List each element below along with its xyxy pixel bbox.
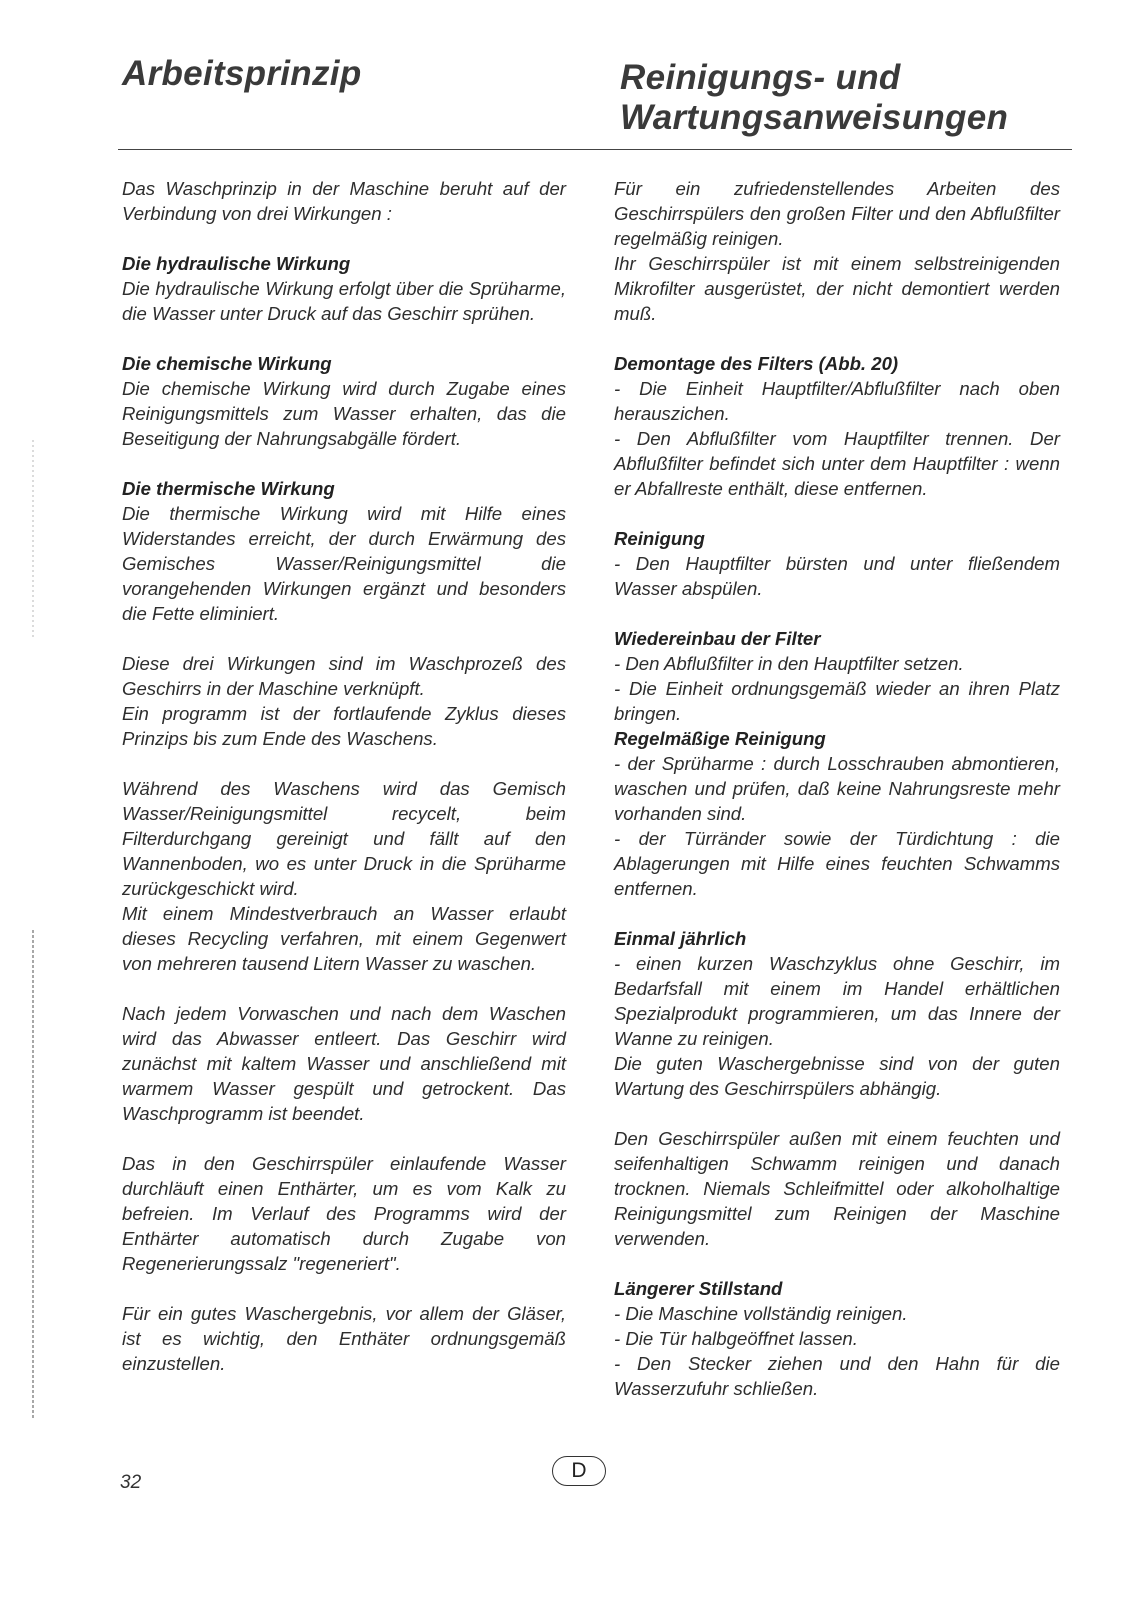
cleaning-heading: Reinigung bbox=[614, 528, 705, 549]
cleaning-step-1: - Den Hauptfilter bürsten und unter fließendem Wasser abspülen. bbox=[614, 553, 1060, 599]
idle-heading: Längerer Stillstand bbox=[614, 1278, 783, 1299]
regular-cleaning-heading: Regelmäßige Reinigung bbox=[614, 728, 826, 749]
idle-step-2: - Die Tür halbgeöffnet lassen. bbox=[614, 1328, 858, 1349]
hydraulic-paragraph: Die hydraulische Wirkung erfolgt über die Sprüharme, die Wasser unter Druck auf das Geschirr sprühen. bbox=[122, 278, 566, 324]
hydraulic-heading: Die hydraulische Wirkung bbox=[122, 253, 351, 274]
disassembly-heading: Demontage des Filters (Abb. 20) bbox=[614, 353, 899, 374]
result-paragraph: Für ein gutes Waschergebnis, vor allem der Gläser, ist es wichtig, den Enthäter ordnungsgemäß einzustellen. bbox=[122, 1303, 566, 1374]
regular-cleaning-step-1: - der Sprüharme : durch Losschrauben abmontieren, waschen und prüfen, daß keine Nahrungsreste mehr vorhanden sind. bbox=[614, 753, 1060, 824]
disassembly-step-1: - Die Einheit Hauptfilter/Abflußfilter nach oben herauszichen. bbox=[614, 378, 1060, 424]
thermal-heading: Die thermische Wirkung bbox=[122, 478, 335, 499]
title-divider bbox=[118, 149, 1072, 150]
maintenance-intro-1: Für ein zufriedenstellendes Arbeiten des Geschirrspülers den großen Filter und den Abflußfilter regelmäßig reinigen. bbox=[614, 178, 1060, 249]
page-title-right bbox=[620, 58, 1080, 138]
refit-step-1: - Den Abflußfilter in den Hauptfilter setzen. bbox=[614, 653, 964, 674]
idle-step-3: - Den Stecker ziehen und den Hahn für die Wasserzufuhr schließen. bbox=[614, 1353, 1060, 1399]
refit-step-2: - Die Einheit ordnungsgemäß wieder an ihren Platz bringen. bbox=[614, 678, 1060, 724]
regular-cleaning-step-2: - der Türränder sowie der Türdichtung : die Ablagerungen mit Hilfe eines feuchten Schwamms entfernen. bbox=[614, 828, 1060, 899]
chemical-paragraph: Die chemische Wirkung wird durch Zugabe eines Reinigungsmittels zum Wasser erhalten, das die Beseitigung der Nahrungsabgälle fördert. bbox=[122, 378, 566, 449]
combined-paragraph-2: Ein programm ist der fortlaufende Zyklus dieses Prinzips bis zum Ende des Waschens. bbox=[122, 703, 566, 749]
left-column bbox=[122, 176, 566, 1401]
maintenance-intro-2: Ihr Geschirrspüler ist mit einem selbstreinigenden Mikrofilter ausgerüstet, der nicht demontiert werden muß. bbox=[614, 253, 1060, 324]
recycle-paragraph-1: Während des Waschens wird das Gemisch Wasser/Reinigungsmittel recycelt, beim Filterdurchgang gereinigt und fällt auf den Wannenboden, wo es unter Druck in die Sprüharme zurückgeschickt wird. bbox=[122, 778, 566, 899]
thermal-paragraph: Die thermische Wirkung wird mit Hilfe eines Widerstandes erreicht, der durch Erwärmung des Gemisches Wasser/Reinigungsmittel die vorangehenden Wirkungen ergänzt und besonders die Fette eliminiert. bbox=[122, 503, 566, 624]
idle-step-1: - Die Maschine vollständig reinigen. bbox=[614, 1303, 908, 1324]
softener-paragraph: Das in den Geschirrspüler einlaufende Wasser durchläuft einen Enthärter, um es vom Kalk zu befreien. Im Verlauf des Programms wird der Enthärter automatisch durch Zugabe von Regenerierungssalz "regeneriert". bbox=[122, 1153, 566, 1274]
title-right-line1: Reinigungs- und bbox=[620, 58, 901, 97]
page-title-left: Arbeitsprinzip bbox=[122, 54, 362, 93]
rinse-paragraph: Nach jedem Vorwaschen und nach dem Waschen wird das Abwasser entleert. Das Geschirr wird zunächst mit kaltem Wasser und anschließend mit warmem Wasser gespült und getrockent. Das Waschprogramm ist beendet. bbox=[122, 1003, 566, 1124]
yearly-heading: Einmal jährlich bbox=[614, 928, 747, 949]
intro-paragraph: Das Waschprinzip in der Maschine beruht auf der Verbindung von drei Wirkungen : bbox=[122, 178, 566, 224]
language-badge: D bbox=[552, 1456, 606, 1486]
combined-paragraph-1: Diese drei Wirkungen sind im Waschprozeß des Geschirrs in der Maschine verknüpft. bbox=[122, 653, 566, 699]
page-number: 32 bbox=[120, 1472, 142, 1493]
exterior-paragraph: Den Geschirrspüler außen mit einem feuchten und seifenhaltigen Schwamm reinigen und danach trocknen. Niemals Schleifmittel oder alkoholhaltige Reinigungsmittel zum Reinigen der Maschine verwenden. bbox=[614, 1128, 1060, 1249]
yearly-step-1: - einen kurzen Waschzyklus ohne Geschirr, im Bedarfsfall mit einem im Handel erhältlichen Spezialprodukt programmieren, um das Innere der Wanne zu reinigen. bbox=[614, 953, 1060, 1049]
recycle-paragraph-2: Mit einem Mindestverbrauch an Wasser erlaubt dieses Recycling verfahren, mit einem Gegenwert von mehreren tausend Litern Wasser zu waschen. bbox=[122, 903, 566, 974]
yearly-note: Die guten Waschergebnisse sind von der guten Wartung des Geschirrspülers abhängig. bbox=[614, 1053, 1060, 1099]
refit-heading: Wiedereinbau der Filter bbox=[614, 628, 821, 649]
chemical-heading: Die chemische Wirkung bbox=[122, 353, 332, 374]
title-right-line2: Wartungsanweisungen bbox=[620, 98, 1009, 137]
right-column bbox=[614, 176, 1060, 1401]
disassembly-step-2: - Den Abflußfilter vom Hauptfilter trennen. Der Abflußfilter befindet sich unter dem Hauptfilter : wenn er Abfallreste enthält, diese entfernen. bbox=[614, 428, 1060, 499]
